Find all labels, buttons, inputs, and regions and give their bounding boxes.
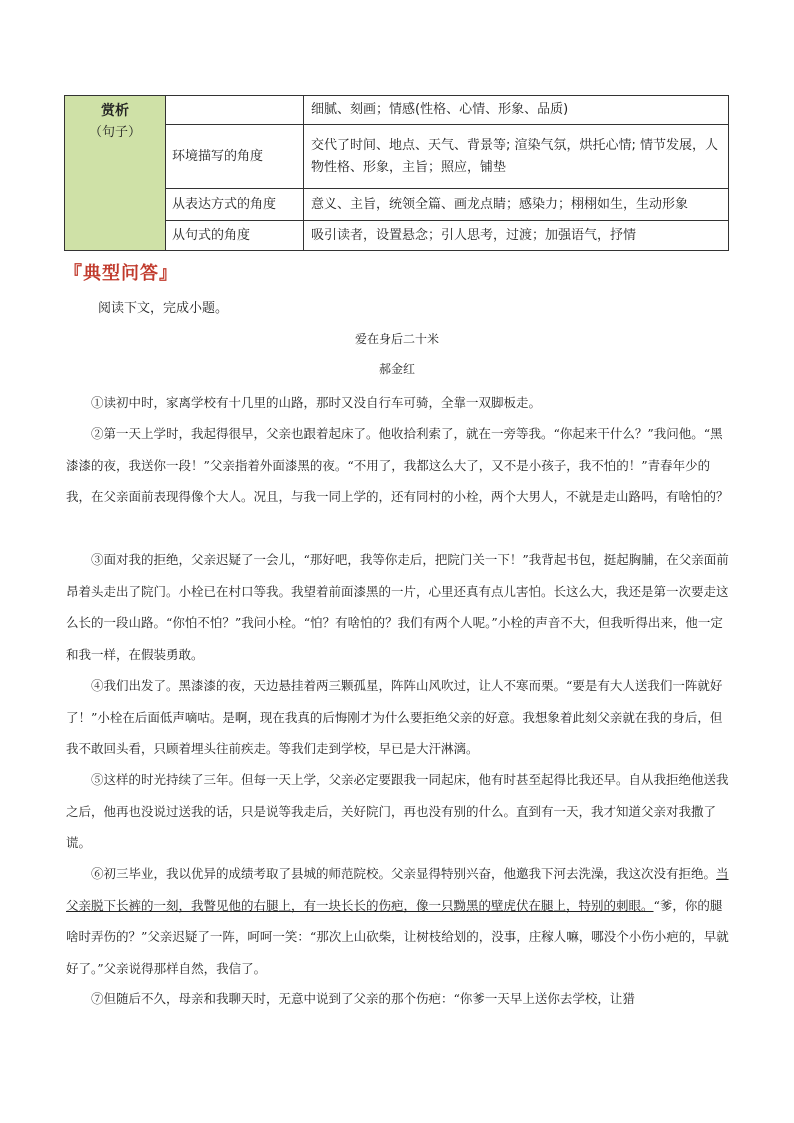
points-cell: 吸引读者，设置悬念；引人思考，过渡；加强语气，抒情 bbox=[304, 221, 729, 251]
section-heading: 『典型问答』 bbox=[64, 263, 178, 284]
paragraph-2: ②第一天上学时，我起得很早，父亲也跟着起床了。他收拾利索了，就在一旁等我。“你起来干什么？”我问他。“黑漆漆的夜，我送你一段！”父亲指着外面漆黑的夜。“不用了，我都这么大了，又不是小孩子，我不怕的！”青春年少的我，在父亲面前表现得像个大人。况且，与我一同上学的，还有同村的小栓，两个大男人，不就是走山路吗，有啥怕的？ bbox=[66, 426, 729, 504]
underlined-sentence: 当父亲脱下长裤的一刻，我瞥见他的右腿上，有一块长长的伤疤，像一只黝黑的壁虎伏在腿上，特别的刺眼。 bbox=[66, 866, 729, 913]
category-label: 赏析 bbox=[101, 103, 129, 119]
angle-cell: 从表达方式的角度 bbox=[166, 189, 304, 221]
appreciation-table bbox=[64, 95, 729, 251]
category-sub: （句子） bbox=[88, 125, 141, 140]
paragraph-4: ④我们出发了。黑漆漆的夜，天边悬挂着两三颗孤星，阵阵山风吹过，让人不寒而栗。“要是有大人送我们一阵就好了！”小栓在后面低声嘀咕。是啊，现在我真的后悔刚才为什么要拒绝父亲的好意。我想象着此刻父亲就在我的身后，但我不敢回头看，只顾着埋头往前疾走。等我们走到学校，早已是大汗淋漓。 bbox=[66, 678, 723, 756]
paragraph-6 bbox=[66, 858, 732, 984]
paragraph-1: ①读初中时，家离学校有十几里的山路，那时又没自行车可骑，全靠一双脚板走。 bbox=[91, 395, 542, 410]
paragraph-5: ⑤这样的时光持续了三年。但每一天上学，父亲必定要跟我一同起床，他有时甚至起得比我还早。自从我拒绝他送我之后，他再也没说过送我的话，只是说等我走后，关好院门，再也没有别的什么。直到有一天，我才知道父亲对我撒了谎。 bbox=[66, 772, 729, 850]
angle-cell bbox=[166, 96, 304, 125]
points-cell: 细腻、刻画；情感(性格、心情、形象、品质) bbox=[304, 96, 729, 125]
category-cell bbox=[65, 96, 166, 251]
angle-cell: 环境描写的角度 bbox=[166, 125, 304, 189]
paragraph-7: ⑦但随后不久，母亲和我聊天时，无意中说到了父亲的那个伤疤：“你爹一天早上送你去学校，让猎 bbox=[91, 991, 635, 1006]
instruction: 阅读下文，完成小题。 bbox=[98, 301, 229, 316]
points-cell: 意义、主旨，统领全篇、画龙点睛；感染力；栩栩如生，生动形象 bbox=[304, 189, 729, 221]
angle-cell: 从句式的角度 bbox=[166, 221, 304, 251]
passage-title: 爱在身后二十米 bbox=[354, 332, 439, 346]
table-row bbox=[65, 96, 729, 125]
p6-text-after: “爹，你的腿啥时弄伤的？”父亲迟疑了一阵，呵呵一笑：“那次上山砍柴，让树枝给划的，没事，庄稼人嘛，哪没个小伤小疤的，早就好了。”父亲说得那样自然，我信了。 bbox=[66, 897, 729, 976]
p6-text-before: ⑥初三毕业，我以优异的成绩考取了县城的师范院校。父亲显得特别兴奋，他邀我下河去洗澡，我这次没有拒绝。 bbox=[91, 866, 717, 881]
points-cell: 交代了时间、地点、天气、背景等; 渲染气氛，烘托心情; 情节发展，人物性格、形象，主旨；照应，铺垫 bbox=[304, 125, 729, 189]
paragraph-3: ③面对我的拒绝，父亲迟疑了一会儿，“那好吧，我等你走后，把院门关一下！”我背起书包，挺起胸脯，在父亲面前昂着头走出了院门。小栓已在村口等我。我望着前面漆黑的一片，心里还真有点儿害怕。长这么大，我还是第一次要走这么长的一段山路。“你怕不怕？”我问小栓。“怕？有啥怕的？我们有两个人呢。”小栓的声音不大，但我听得出来，他一定和我一样，在假装勇敢。 bbox=[66, 552, 729, 662]
passage-author: 郝金红 bbox=[378, 362, 415, 376]
